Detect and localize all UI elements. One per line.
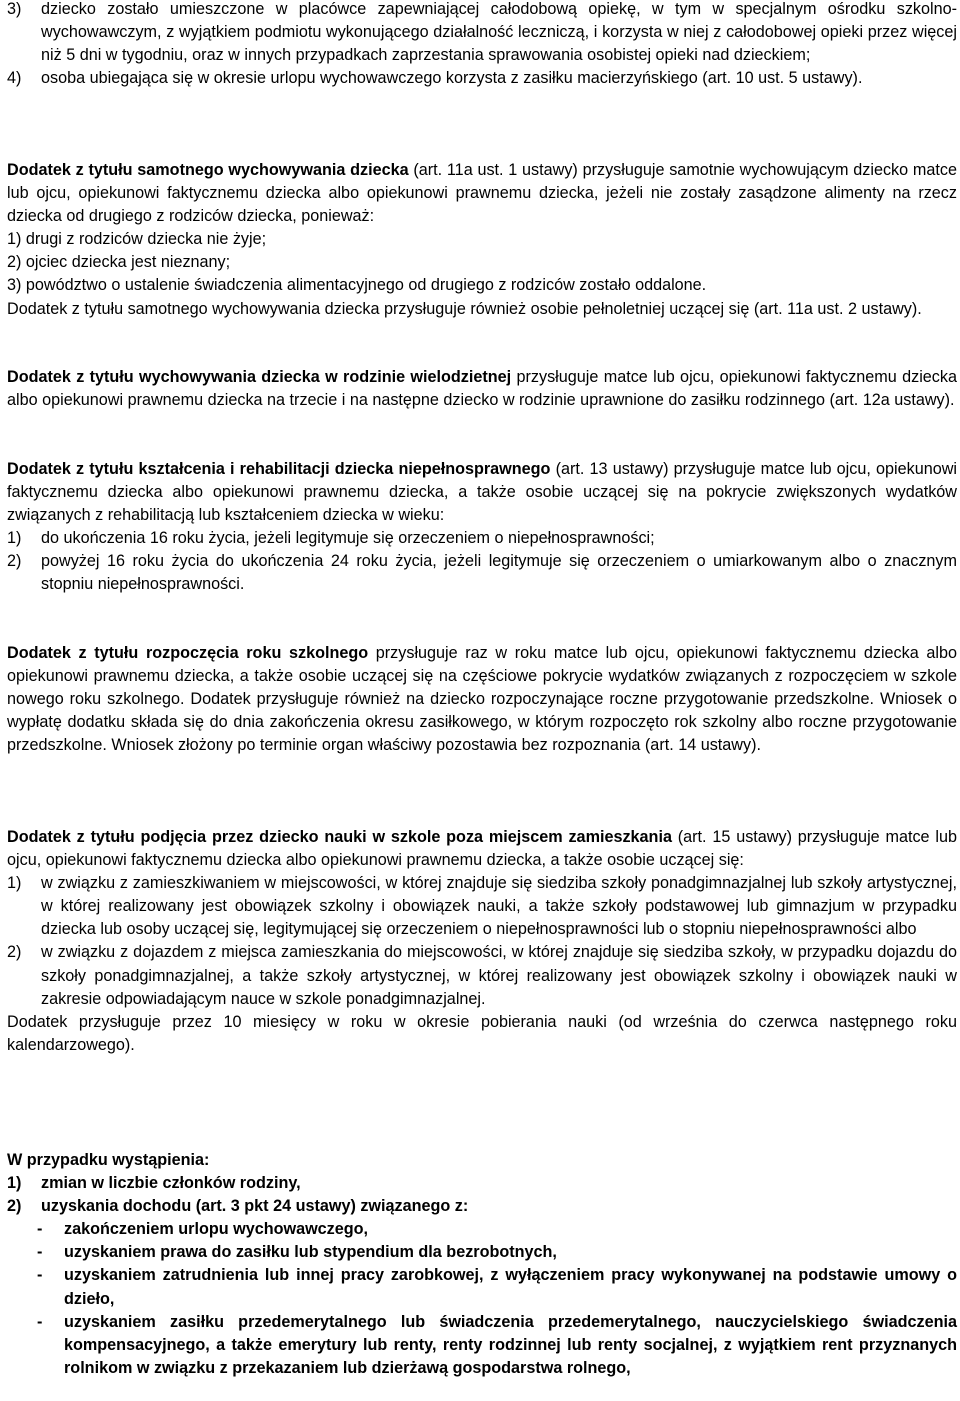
section-heading: Dodatek z tytułu samotnego wychowywania dziecka <box>7 161 409 179</box>
paragraph-text: przysługuje matce lub ojcu, opiekunowi faktycznemu dziecka albo opiekunowi prawnemu dziecka na trzecie i na następne dziecko w rodzinie uprawnione do zasiłku rodzinnego (art. 12a ustawy). <box>7 368 957 410</box>
dash-bullet: - <box>37 1266 43 1285</box>
list-item-text: powyżej 16 roku życia do ukończenia 24 roku życia, jeżeli legitymuje się orzeczeniem o umiarkowanym albo o znacznym stopniu niepełnosprawności. <box>41 552 957 594</box>
list-item-number: 1) <box>7 874 22 893</box>
paragraph <box>7 642 957 757</box>
list-item-text: dziecko zostało umieszczone w placówce zapewniającej całodobową opiekę, w tym w specjalnym ośrodku szkolno-wychowawczym, z wyjątkiem podmiotu wykonującego działalność leczniczą, i korzysta w niej z całodobowej opieki przez więcej niż 5 dni w tygodniu, oraz w innych przypadkach zaprzestania sprawowania osobistej opieki nad dzieckiem; <box>41 0 957 65</box>
list-line: 2) ojciec dziecka jest nieznany; <box>7 253 231 272</box>
paragraph: Dodatek z tytułu samotnego wychowywania dziecka przysługuje również osobie pełnoletniej uczącej się (art. 11a ust. 2 ustawy). <box>7 299 922 318</box>
paragraph <box>7 458 957 527</box>
section-heading: Dodatek z tytułu kształcenia i rehabilitacji dziecka niepełnosprawnego <box>7 460 551 478</box>
list-item-number: 4) <box>7 69 22 88</box>
paragraph-text: (art. 13 ustawy) przysługuje matce lub ojcu, opiekunowi faktycznemu dziecka albo opiekunowi prawnemu dziecka, a także osobie uczącej się na pokrycie zwiększonych wydatków związanych z rehabilitacją lub kształceniem dziecka w wieku: <box>7 460 958 525</box>
paragraph-text: (art. 11a ust. 1 ustawy) przysługuje samotnie wychowującym dziecko matce lub ojcu, opiekunowi faktycznemu dziecka albo opiekunowi prawnemu dziecka, jeżeli nie zostały zasądzone alimenty na rzecz dziecka od drugiego z rodziców dziecka, ponieważ: <box>7 161 957 226</box>
section-school-away-allowance <box>7 826 957 1057</box>
section-heading-text: W przypadku wystąpienia: <box>7 1151 210 1169</box>
section-single-parent-allowance <box>7 159 957 321</box>
list-item-text: w związku z zamieszkiwaniem w miejscowości, w której znajduje się siedziba szkoły ponadgimnazjalnej lub szkoły artystycznej, w której realizowany jest obowiązek szkolny i obowiązek nauki, a także szkoły podstawowej lub gimnazjum w przypadku dziecka lub osoby uczącej się, legitymującej się orzeczeniem o niepełnosprawności lub o stopniu niepełnosprawności albo <box>41 874 957 939</box>
dash-item-text: uzyskaniem zasiłku przedemerytalnego lub świadczenia przedemerytalnego, nauczycielskiego świadczenia kompensacyjnego, a także emerytury lub renty, renty rodzinnej lub renty socjalnej, z wyjątkiem rent przyznanych rolnikom w związku z przekazaniem lub dzierżawą gospodarstwa rolnego, <box>64 1312 957 1377</box>
paragraph <box>7 366 957 412</box>
list-item-number: 1) <box>7 529 22 548</box>
list-item-number: 2) <box>7 552 22 571</box>
list-item <box>7 941 957 1010</box>
list-line: 1) drugi z rodziców dziecka nie żyje; <box>7 230 267 249</box>
dash-bullet: - <box>37 1312 43 1331</box>
section-heading: Dodatek z tytułu wychowywania dziecka w rodzinie wielodzietnej <box>7 368 512 386</box>
list-item <box>7 67 957 90</box>
dash-bullet: - <box>37 1243 43 1262</box>
list-item <box>7 550 957 596</box>
dash-list-item <box>37 1264 957 1310</box>
section-heading <box>7 1149 957 1172</box>
list-item-text: do ukończenia 16 roku życia, jeżeli legitymuje się orzeczeniem o niepełnosprawności; <box>41 529 655 548</box>
paragraph <box>7 826 957 872</box>
paragraph: Dodatek przysługuje przez 10 miesięcy w roku w okresie pobierania nauki (od września do czerwca następnego roku kalendarzowego). <box>7 1012 957 1054</box>
list-item <box>7 872 957 941</box>
section-continuation <box>7 0 957 90</box>
dash-item-text: zakończeniem urlopu wychowawczego, <box>64 1220 369 1239</box>
list-item-number: 2) <box>7 943 22 962</box>
dash-list-item <box>37 1218 957 1241</box>
list-item-number: 3) <box>7 0 22 18</box>
list-item <box>7 0 957 67</box>
list-item-text: w związku z dojazdem z miejsca zamieszkania do miejscowości, w której znajduje się siedziba szkoły, w przypadku dojazdu do szkoły ponadgimnazjalnej, a także szkoły artystycznej, w której realizowany jest obowiązek szkolny i obowiązek nauki w zakresie odpowiadającym nauce w szkole ponadgimnazjalnej. <box>41 943 957 1008</box>
dash-list-item <box>37 1241 957 1264</box>
dash-list-item <box>37 1311 957 1380</box>
list-item-number: 1) <box>7 1174 22 1193</box>
list-item-number: 2) <box>7 1197 22 1216</box>
dash-bullet: - <box>37 1220 43 1239</box>
list-item-text: uzyskania dochodu (art. 3 pkt 24 ustawy) związanego z: <box>41 1197 469 1216</box>
section-disabled-child-allowance <box>7 458 957 597</box>
dash-list <box>37 1218 957 1380</box>
section-heading: Dodatek z tytułu podjęcia przez dziecko nauki w szkole poza miejscem zamieszkania <box>7 828 672 846</box>
section-changes <box>7 1149 957 1380</box>
list-item-text: osoba ubiegająca się w okresie urlopu wychowawczego korzysta z zasiłku macierzyńskiego (art. 10 ust. 5 ustawy). <box>41 69 863 88</box>
list-item <box>7 527 957 550</box>
dash-item-text: uzyskaniem prawa do zasiłku lub stypendium dla bezrobotnych, <box>64 1243 557 1262</box>
section-large-family-allowance <box>7 366 957 412</box>
paragraph-text: (art. 15 ustawy) przysługuje matce lub ojcu, opiekunowi faktycznemu dziecka albo opiekunowi prawnemu dziecka, a także osobie uczącej się: <box>7 828 957 870</box>
list-item-text: zmian w liczbie członków rodziny, <box>41 1174 301 1193</box>
list-item <box>7 1172 957 1195</box>
paragraph-text: przysługuje raz w roku matce lub ojcu, opiekunowi faktycznemu dziecka albo opiekunowi prawnemu dziecka, a także osobie uczącej się na częściowe pokrycie wydatków związanych z rozpoczęciem w szkole nowego roku szkolnego. Dodatek przysługuje również na dziecko rozpoczynające roczne przygotowanie przedszkolne. Wniosek o wypłatę dodatku składa się do dnia zakończenia okresu zasiłkowego, w którym rozpoczęto rok szkolny albo roczne przygotowanie przedszkolne. Wniosek złożony po terminie organ właściwy pozostawia bez rozpoznania (art. 14 ustawy). <box>7 644 957 755</box>
list-line: 3) powództwo o ustalenie świadczenia alimentacyjnego od drugiego z rodziców zostało oddalone. <box>7 276 707 295</box>
dash-item-text: uzyskaniem zatrudnienia lub innej pracy zarobkowej, z wyłączeniem pracy wykonywanej na podstawie umowy o dzieło, <box>64 1266 957 1308</box>
section-school-year-allowance <box>7 642 957 757</box>
paragraph <box>7 159 957 228</box>
section-heading: Dodatek z tytułu rozpoczęcia roku szkolnego <box>7 644 369 662</box>
list-item <box>7 1195 957 1218</box>
